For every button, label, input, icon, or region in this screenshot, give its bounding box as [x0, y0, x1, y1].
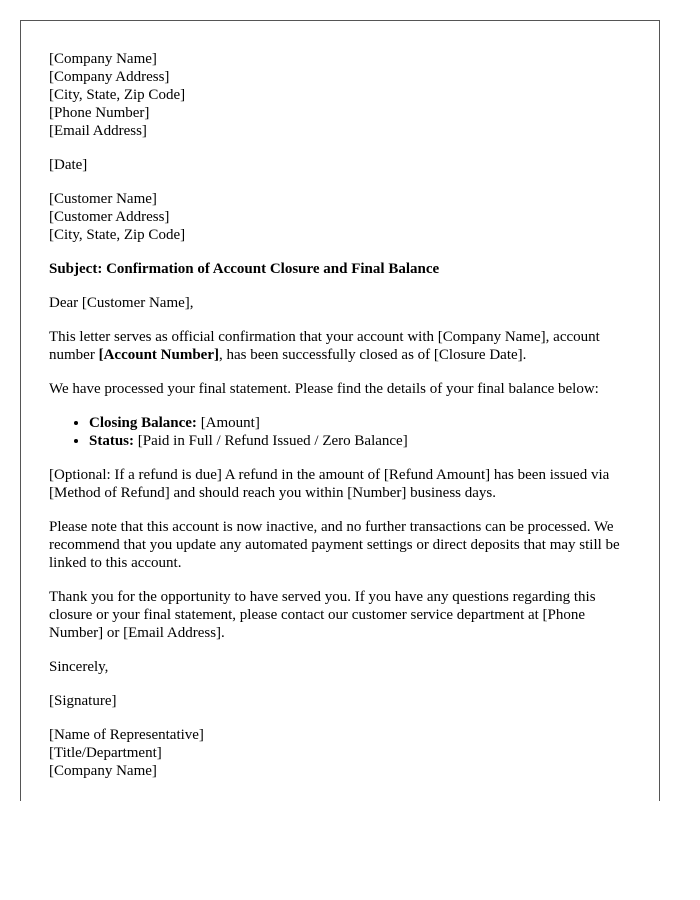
closing-balance-value: [Amount] [196, 415, 260, 431]
signer-name: [Name of Representative] [49, 727, 204, 743]
paragraph-confirmation-part2: , has been successfully closed as of [Closure Date]. [218, 347, 527, 363]
list-item-closing-balance [89, 414, 631, 432]
salutation: Dear [Customer Name], [49, 295, 194, 311]
recipient-address-block [49, 190, 631, 244]
paragraph-thank-you: Thank you for the opportunity to have served you. If you have any questions regarding this closure or your final statement, please contact our customer service department at [Phone Number] or [Email Address]. [49, 589, 596, 641]
sender-company-address: [Company Address] [49, 69, 170, 85]
sender-phone: [Phone Number] [49, 105, 150, 121]
recipient-city-state-zip: [City, State, Zip Code] [49, 227, 186, 243]
letter-page [20, 20, 660, 801]
letter-date: [Date] [49, 157, 88, 173]
paragraph-confirmation-part1: This letter serves as official confirmation that your account with [Company Name], account number [49, 329, 600, 363]
list-item-status [89, 432, 631, 450]
closing: Sincerely, [49, 659, 109, 675]
closing-balance-label: Closing Balance: [89, 415, 197, 431]
paragraph-final-statement: We have processed your final statement. Please find the details of your final balance below: [49, 381, 599, 397]
paragraph-refund: [Optional: If a refund is due] A refund in the amount of [Refund Amount] has been issued via [Method of Refund] and should reach you within [Number] business days. [49, 467, 610, 501]
sender-email: [Email Address] [49, 123, 147, 139]
recipient-address: [Customer Address] [49, 209, 170, 225]
paragraph-confirmation [49, 328, 631, 364]
status-label: Status: [89, 433, 135, 449]
signature: [Signature] [49, 693, 117, 709]
sender-company-name: [Company Name] [49, 51, 157, 67]
sender-address-block [49, 50, 631, 140]
signer-title: [Title/Department] [49, 745, 162, 761]
signer-block [49, 726, 631, 780]
signer-company: [Company Name] [49, 763, 157, 779]
paragraph-inactive-notice: Please note that this account is now inactive, and no further transactions can be processed. We recommend that you update any automated payment settings or direct deposits that may still be linked to this account. [49, 519, 620, 571]
recipient-name: [Customer Name] [49, 191, 157, 207]
sender-city-state-zip: [City, State, Zip Code] [49, 87, 186, 103]
account-number: [Account Number] [98, 347, 219, 363]
balance-list [49, 414, 631, 450]
subject-line: Subject: Confirmation of Account Closure and Final Balance [49, 261, 440, 277]
status-value: [Paid in Full / Refund Issued / Zero Balance] [134, 433, 408, 449]
